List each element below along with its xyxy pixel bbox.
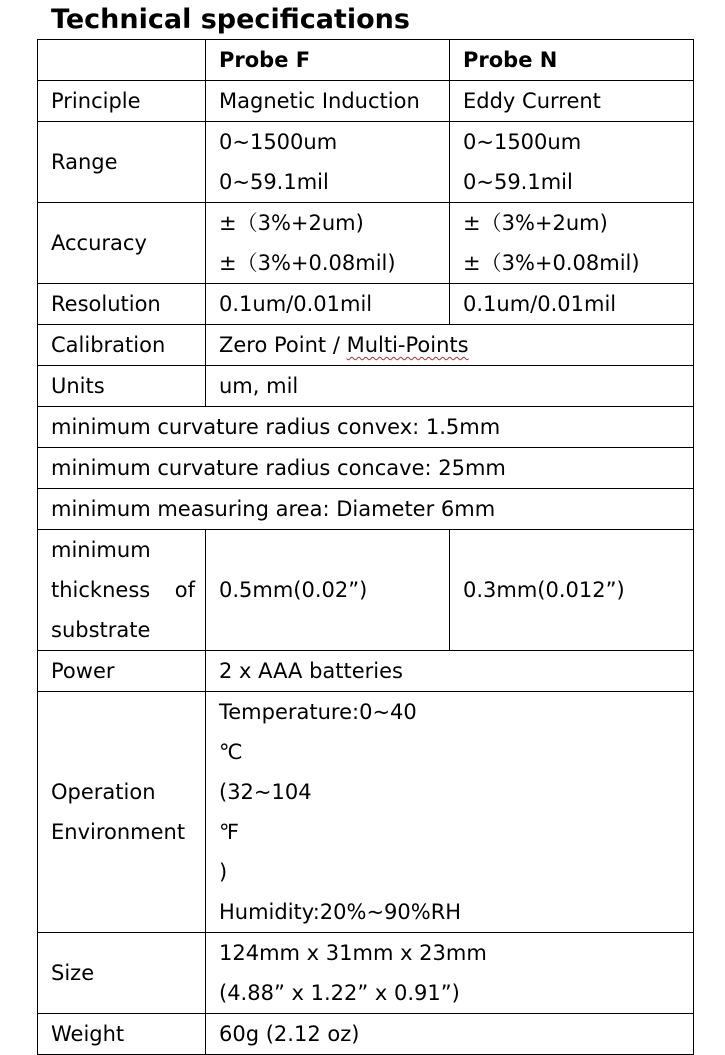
- row-weight: [38, 1014, 694, 1055]
- substrate-probe-f: 0.5mm(0.02”): [206, 530, 450, 651]
- weight-value: 60g (2.12 oz): [206, 1014, 694, 1055]
- fahrenheit-range: (32~104: [219, 780, 312, 804]
- label-accuracy: Accuracy: [38, 203, 206, 284]
- row-power: [38, 651, 694, 692]
- calibration-value: [206, 325, 694, 366]
- concave-radius: minimum curvature radius concave: 25mm: [38, 448, 694, 489]
- principle-probe-f: Magnetic Induction: [206, 81, 450, 122]
- accuracy-probe-n: [450, 203, 694, 284]
- range-n-imperial: 0~59.1mil: [463, 170, 573, 194]
- header-blank-cell: [38, 40, 206, 81]
- row-environment: [38, 692, 694, 933]
- units-value: um, mil: [206, 366, 694, 407]
- label-weight: Weight: [38, 1014, 206, 1055]
- range-n-metric: 0~1500um: [463, 130, 582, 154]
- range-f-imperial: 0~59.1mil: [219, 170, 329, 194]
- range-probe-n: [450, 122, 694, 203]
- label-units: Units: [38, 366, 206, 407]
- measuring-area: minimum measuring area: Diameter 6mm: [38, 489, 694, 530]
- temperature-line: [219, 692, 683, 892]
- environment-label-line-2: Environment: [51, 820, 186, 844]
- row-accuracy: [38, 203, 694, 284]
- row-concave: [38, 448, 694, 489]
- size-metric: 124mm x 31mm x 23mm: [219, 941, 487, 965]
- temperature-range: Temperature:0~40: [219, 700, 417, 724]
- label-substrate: [38, 530, 206, 651]
- label-calibration: Calibration: [38, 325, 206, 366]
- accuracy-probe-f: [206, 203, 450, 284]
- substrate-label-line-2: thickness of: [51, 578, 195, 602]
- substrate-label-line-3: substrate: [51, 618, 151, 642]
- fahrenheit-unit: ℉: [219, 820, 239, 844]
- environment-label-line-1: Operation: [51, 780, 156, 804]
- row-size: [38, 933, 694, 1014]
- range-f-metric: 0~1500um: [219, 130, 338, 154]
- size-value: [206, 933, 694, 1014]
- header-row: [38, 40, 694, 81]
- label-principle: Principle: [38, 81, 206, 122]
- power-value: 2 x AAA batteries: [206, 651, 694, 692]
- accuracy-f-imperial: ±（3%+0.08mil): [219, 251, 396, 275]
- row-convex: [38, 407, 694, 448]
- row-area: [38, 489, 694, 530]
- range-probe-f: [206, 122, 450, 203]
- label-power: Power: [38, 651, 206, 692]
- row-units: [38, 366, 694, 407]
- celsius-unit: ℃: [219, 740, 243, 764]
- label-size: Size: [38, 933, 206, 1014]
- substrate-probe-n: 0.3mm(0.012”): [450, 530, 694, 651]
- row-resolution: [38, 284, 694, 325]
- humidity-line: Humidity:20%~90%RH: [219, 900, 462, 924]
- accuracy-f-metric: ±（3%+2um): [219, 211, 364, 235]
- header-probe-f: Probe F: [206, 40, 450, 81]
- spec-table: [37, 39, 694, 1055]
- label-range: Range: [38, 122, 206, 203]
- environment-value: [206, 692, 694, 933]
- row-principle: [38, 81, 694, 122]
- substrate-label-line-1: minimum: [51, 538, 151, 562]
- accuracy-n-metric: ±（3%+2um): [463, 211, 608, 235]
- calibration-prefix: Zero Point /: [219, 333, 347, 357]
- resolution-probe-n: 0.1um/0.01mil: [450, 284, 694, 325]
- temperature-close: ): [219, 860, 228, 884]
- principle-probe-n: Eddy Current: [450, 81, 694, 122]
- convex-radius: minimum curvature radius convex: 1.5mm: [38, 407, 694, 448]
- size-imperial: (4.88” x 1.22” x 0.91”): [219, 981, 460, 1005]
- page-title: Technical specifications: [51, 4, 410, 35]
- accuracy-n-imperial: ±（3%+0.08mil): [463, 251, 640, 275]
- row-calibration: [38, 325, 694, 366]
- calibration-multipoints: Multi-Points: [346, 333, 469, 357]
- label-environment: [38, 692, 206, 933]
- row-range: [38, 122, 694, 203]
- label-resolution: Resolution: [38, 284, 206, 325]
- resolution-probe-f: 0.1um/0.01mil: [206, 284, 450, 325]
- row-substrate: [38, 530, 694, 651]
- header-probe-n: Probe N: [450, 40, 694, 81]
